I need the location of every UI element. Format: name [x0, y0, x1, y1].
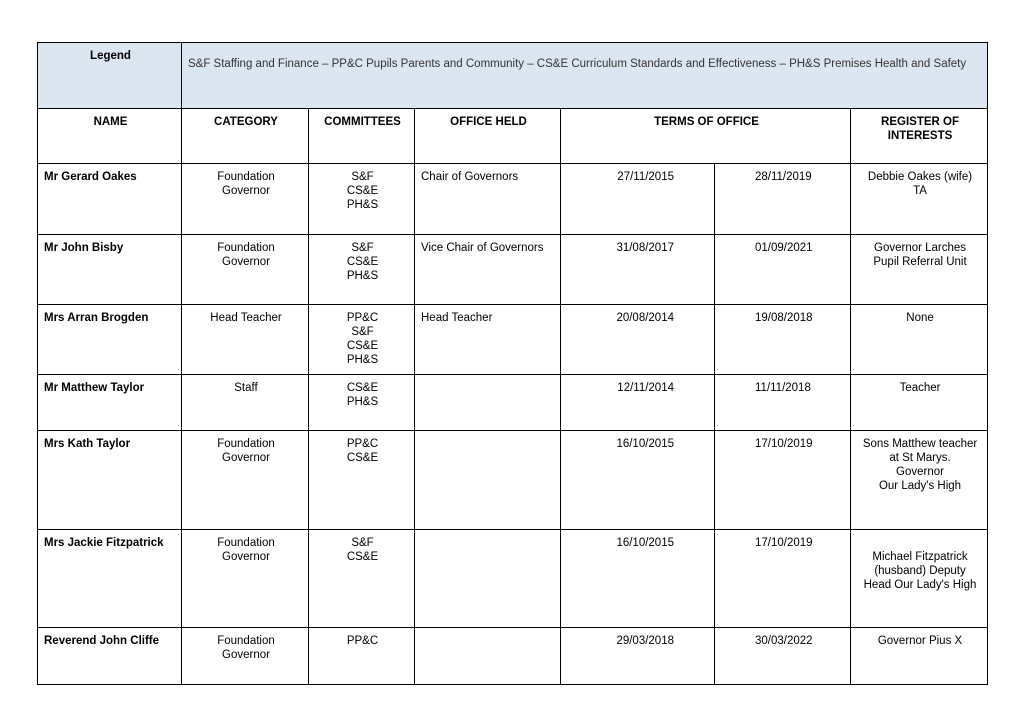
category-line: Foundation — [217, 438, 275, 450]
header-register-line2: INTERESTS — [887, 130, 953, 142]
governor-committees — [309, 530, 415, 628]
governor-category — [182, 305, 309, 375]
term-end: 28/11/2019 — [715, 164, 851, 235]
governor-name: Mrs Arran Brogden — [38, 305, 182, 375]
term-start: 12/11/2014 — [561, 375, 715, 431]
category-line: Foundation — [217, 242, 275, 254]
governor-name: Mrs Jackie Fitzpatrick — [38, 530, 182, 628]
committee-line: CS&E — [346, 340, 379, 352]
governor-name: Mrs Kath Taylor — [38, 431, 182, 530]
term-start: 29/03/2018 — [561, 628, 715, 685]
governor-name: Mr Matthew Taylor — [38, 375, 182, 431]
header-name: NAME — [38, 109, 182, 164]
table-row — [38, 431, 988, 530]
governor-committees — [309, 235, 415, 305]
category-line: Foundation — [217, 635, 275, 647]
term-start: 16/10/2015 — [561, 530, 715, 628]
governor-committees — [309, 375, 415, 431]
term-start: 27/11/2015 — [561, 164, 715, 235]
header-row — [38, 109, 988, 164]
legend-row — [38, 43, 988, 109]
term-end: 17/10/2019 — [715, 431, 851, 530]
register-line: Michael Fitzpatrick — [872, 551, 968, 563]
category-line: Staff — [234, 382, 258, 394]
register-line: Pupil Referral Unit — [873, 256, 967, 268]
register-line: Governor — [896, 466, 944, 478]
table-row — [38, 305, 988, 375]
term-end: 30/03/2022 — [715, 628, 851, 685]
committee-line: CS&E — [346, 452, 379, 464]
category-line: Governor — [222, 452, 270, 464]
register-line: None — [906, 312, 934, 324]
committee-line: S&F — [351, 242, 374, 254]
term-start: 20/08/2014 — [561, 305, 715, 375]
governor-category — [182, 375, 309, 431]
governor-office: Chair of Governors — [415, 164, 561, 235]
register-line: Our Lady's High — [878, 480, 962, 492]
committee-line: CS&E — [346, 185, 379, 197]
register-line: Governor Larches — [874, 242, 967, 254]
legend-text: S&F Staffing and Finance – PP&C Pupils Parents and Community – CS&E Curriculum Standards and Effectiveness – PH&S Premises Health and Safety — [182, 43, 988, 109]
register-line: (husband) Deputy — [874, 565, 966, 577]
register-of-interests — [851, 431, 988, 530]
governor-category — [182, 530, 309, 628]
table-row — [38, 375, 988, 431]
register-line: Debbie Oakes (wife) — [867, 171, 973, 183]
register-line: Governor Pius X — [877, 635, 963, 647]
committee-line: PH&S — [346, 354, 379, 366]
governor-office: Head Teacher — [415, 305, 561, 375]
register-line: Sons Matthew teacher — [862, 438, 978, 450]
term-end: 01/09/2021 — [715, 235, 851, 305]
governor-office — [415, 375, 561, 431]
table-body — [38, 164, 988, 685]
table-row — [38, 235, 988, 305]
term-end: 11/11/2018 — [715, 375, 851, 431]
governor-office — [415, 530, 561, 628]
category-line: Head Teacher — [210, 312, 282, 324]
committee-line: PP&C — [346, 438, 379, 450]
register-of-interests — [851, 530, 988, 628]
register-of-interests — [851, 235, 988, 305]
governor-name: Reverend John Cliffe — [38, 628, 182, 685]
governor-committees — [309, 628, 415, 685]
committee-line: CS&E — [346, 551, 379, 563]
register-of-interests — [851, 375, 988, 431]
committee-line: S&F — [351, 171, 374, 183]
term-end: 19/08/2018 — [715, 305, 851, 375]
term-start: 16/10/2015 — [561, 431, 715, 530]
committee-line: PP&C — [346, 635, 379, 647]
governor-category — [182, 628, 309, 685]
table-row — [38, 530, 988, 628]
category-line: Foundation — [217, 171, 275, 183]
category-line: Governor — [222, 551, 270, 563]
register-of-interests — [851, 164, 988, 235]
header-terms-of-office: TERMS OF OFFICE — [561, 109, 851, 164]
governor-committees — [309, 164, 415, 235]
committee-line: PP&C — [346, 312, 379, 324]
committee-line: PH&S — [346, 396, 379, 408]
register-of-interests — [851, 305, 988, 375]
register-line: Teacher — [899, 382, 941, 394]
committee-line: CS&E — [346, 256, 379, 268]
committee-line: PH&S — [346, 199, 379, 211]
header-register-of-interests — [851, 109, 988, 164]
governor-name: Mr Gerard Oakes — [38, 164, 182, 235]
register-line: at St Marys. — [889, 452, 951, 464]
category-line: Governor — [222, 256, 270, 268]
category-line: Governor — [222, 649, 270, 661]
governor-category — [182, 431, 309, 530]
governor-committees — [309, 305, 415, 375]
register-line: TA — [913, 185, 927, 197]
header-office-held: OFFICE HELD — [415, 109, 561, 164]
table-row — [38, 628, 988, 685]
governor-office — [415, 431, 561, 530]
header-committees: COMMITTEES — [309, 109, 415, 164]
term-start: 31/08/2017 — [561, 235, 715, 305]
committee-line: CS&E — [346, 382, 379, 394]
committee-line: S&F — [351, 326, 374, 338]
header-category: CATEGORY — [182, 109, 309, 164]
legend-label: Legend — [38, 43, 182, 109]
register-line: Head Our Lady's High — [863, 579, 977, 591]
category-line: Foundation — [217, 537, 275, 549]
governor-category — [182, 164, 309, 235]
committee-line: S&F — [351, 537, 374, 549]
committee-line: PH&S — [346, 270, 379, 282]
governor-office: Vice Chair of Governors — [415, 235, 561, 305]
header-register-line1: REGISTER OF — [881, 116, 959, 128]
governor-office — [415, 628, 561, 685]
table-row — [38, 164, 988, 235]
governors-table — [37, 42, 988, 685]
governor-category — [182, 235, 309, 305]
governor-committees — [309, 431, 415, 530]
term-end: 17/10/2019 — [715, 530, 851, 628]
governor-name: Mr John Bisby — [38, 235, 182, 305]
register-of-interests — [851, 628, 988, 685]
category-line: Governor — [222, 185, 270, 197]
